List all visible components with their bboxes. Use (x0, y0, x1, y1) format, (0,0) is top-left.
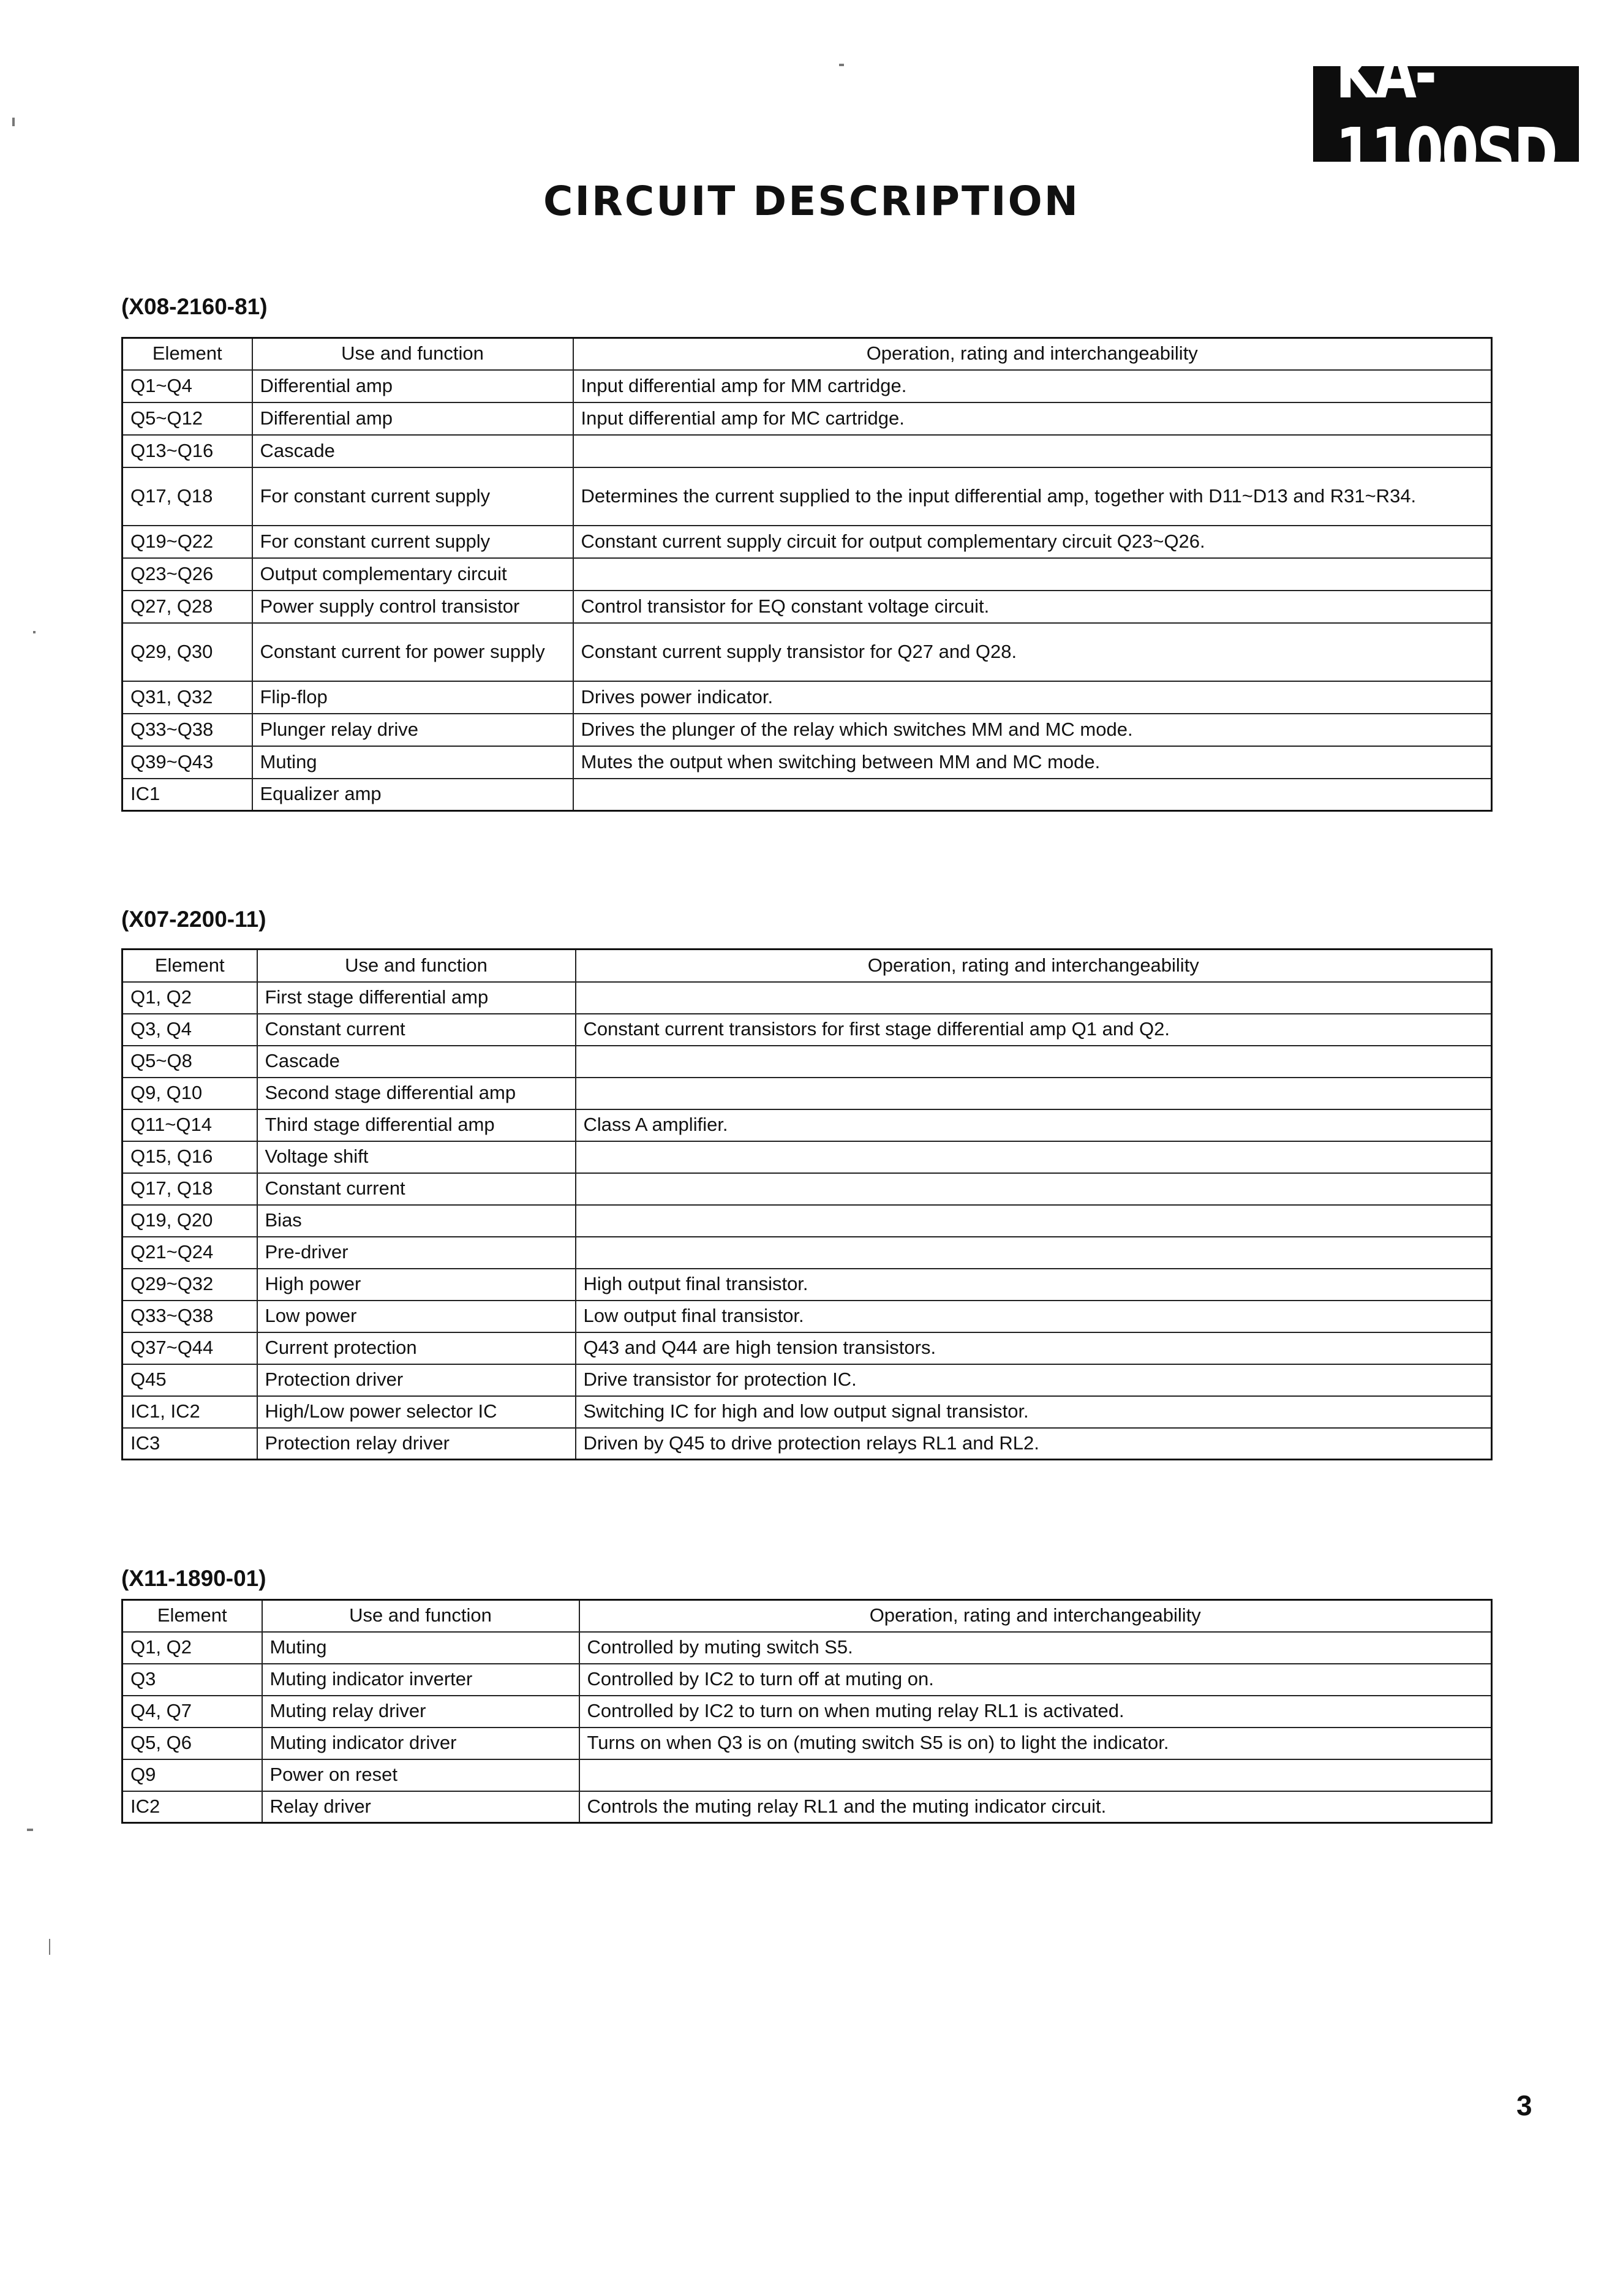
cell-operation: Controls the muting relay RL1 and the muting indicator circuit. (579, 1791, 1492, 1823)
cell-use: Equalizer amp (252, 779, 573, 811)
table-row (122, 1696, 1492, 1728)
cell-use: For constant current supply (252, 467, 573, 526)
column-header-use: Use and function (257, 950, 576, 982)
cell-element: Q1, Q2 (122, 1632, 262, 1664)
column-header-use: Use and function (252, 338, 573, 370)
cell-element: Q21~Q24 (122, 1237, 257, 1269)
cell-operation (576, 982, 1492, 1014)
scan-artifact (839, 64, 844, 66)
cell-use: Cascade (252, 435, 573, 467)
cell-element: Q29~Q32 (122, 1269, 257, 1301)
table-row (122, 402, 1492, 435)
cell-operation: Class A amplifier. (576, 1109, 1492, 1141)
cell-use: Constant current (257, 1014, 576, 1046)
cell-operation (576, 1141, 1492, 1173)
cell-use: Protection relay driver (257, 1428, 576, 1460)
column-header-element: Element (122, 1600, 262, 1632)
spec-table-x08 (121, 337, 1493, 812)
cell-operation: Mutes the output when switching between MM and MC mode. (573, 746, 1492, 779)
model-name: KA-1100SD (1336, 34, 1556, 194)
cell-operation (579, 1759, 1492, 1791)
cell-element: Q9, Q10 (122, 1078, 257, 1109)
cell-use: Muting relay driver (262, 1696, 579, 1728)
cell-operation: Constant current transistors for first stage differential amp Q1 and Q2. (576, 1014, 1492, 1046)
cell-element: IC2 (122, 1791, 262, 1823)
cell-element: Q31, Q32 (122, 681, 252, 714)
section-title-x11: (X11-1890-01) (121, 1566, 266, 1591)
cell-use: Plunger relay drive (252, 714, 573, 746)
cell-element: IC1, IC2 (122, 1396, 257, 1428)
cell-operation: Drives the plunger of the relay which switches MM and MC mode. (573, 714, 1492, 746)
cell-use: Constant current for power supply (252, 623, 573, 681)
cell-use: Third stage differential amp (257, 1109, 576, 1141)
scan-artifact (33, 631, 36, 633)
table-row (122, 591, 1492, 623)
cell-use: Flip-flop (252, 681, 573, 714)
cell-operation (576, 1173, 1492, 1205)
table-row (122, 467, 1492, 526)
scan-artifact (12, 118, 15, 126)
table-row (122, 1759, 1492, 1791)
cell-element: Q3, Q4 (122, 1014, 257, 1046)
cell-use: Current protection (257, 1332, 576, 1364)
table-row (122, 1428, 1492, 1460)
table-row (122, 1078, 1492, 1109)
page-number: 3 (1516, 2090, 1532, 2121)
cell-element: Q17, Q18 (122, 1173, 257, 1205)
table-row (122, 623, 1492, 681)
cell-element: Q33~Q38 (122, 714, 252, 746)
cell-element: Q13~Q16 (122, 435, 252, 467)
cell-operation: Low output final transistor. (576, 1301, 1492, 1332)
section-title-x07: (X07-2200-11) (121, 907, 266, 932)
cell-element: Q27, Q28 (122, 591, 252, 623)
cell-element: Q39~Q43 (122, 746, 252, 779)
column-header-element: Element (122, 338, 252, 370)
table-row (122, 1632, 1492, 1664)
cell-element: Q29, Q30 (122, 623, 252, 681)
cell-element: Q5~Q8 (122, 1046, 257, 1078)
column-header-element: Element (122, 950, 257, 982)
table-row (122, 1205, 1492, 1237)
cell-element: Q1~Q4 (122, 370, 252, 402)
cell-operation: Drive transistor for protection IC. (576, 1364, 1492, 1396)
cell-use: High/Low power selector IC (257, 1396, 576, 1428)
cell-element: IC1 (122, 779, 252, 811)
cell-use: Cascade (257, 1046, 576, 1078)
table-row (122, 558, 1492, 591)
cell-operation: Driven by Q45 to drive protection relays RL1 and RL2. (576, 1428, 1492, 1460)
cell-element: Q11~Q14 (122, 1109, 257, 1141)
cell-operation: Control transistor for EQ constant voltage circuit. (573, 591, 1492, 623)
cell-operation: High output final transistor. (576, 1269, 1492, 1301)
scan-artifact (49, 1939, 50, 1955)
table-header-row (122, 1600, 1492, 1632)
cell-use: First stage differential amp (257, 982, 576, 1014)
cell-element: IC3 (122, 1428, 257, 1460)
table-header-row (122, 950, 1492, 982)
cell-use: Voltage shift (257, 1141, 576, 1173)
cell-operation (573, 435, 1492, 467)
cell-use: Pre-driver (257, 1237, 576, 1269)
cell-use: Constant current (257, 1173, 576, 1205)
cell-operation: Controlled by IC2 to turn off at muting on. (579, 1664, 1492, 1696)
cell-operation: Controlled by muting switch S5. (579, 1632, 1492, 1664)
cell-element: Q3 (122, 1664, 262, 1696)
table-row (122, 779, 1492, 811)
table-row (122, 1173, 1492, 1205)
table-row (122, 681, 1492, 714)
table-row (122, 1046, 1492, 1078)
table-row (122, 1396, 1492, 1428)
table-row (122, 1269, 1492, 1301)
cell-operation (573, 779, 1492, 811)
cell-use: Muting indicator driver (262, 1728, 579, 1759)
cell-use: Second stage differential amp (257, 1078, 576, 1109)
table-row (122, 982, 1492, 1014)
cell-element: Q23~Q26 (122, 558, 252, 591)
cell-element: Q17, Q18 (122, 467, 252, 526)
cell-use: Relay driver (262, 1791, 579, 1823)
cell-element: Q5, Q6 (122, 1728, 262, 1759)
table-row (122, 526, 1492, 558)
cell-element: Q4, Q7 (122, 1696, 262, 1728)
table-row (122, 1791, 1492, 1823)
cell-use: Muting indicator inverter (262, 1664, 579, 1696)
cell-element: Q1, Q2 (122, 982, 257, 1014)
cell-use: Power on reset (262, 1759, 579, 1791)
cell-operation: Switching IC for high and low output signal transistor. (576, 1396, 1492, 1428)
cell-use: Differential amp (252, 370, 573, 402)
model-badge (1313, 34, 1579, 194)
table-row (122, 1237, 1492, 1269)
page-title: CIRCUIT DESCRIPTION (543, 178, 1080, 225)
cell-operation (576, 1046, 1492, 1078)
cell-use: Muting (262, 1632, 579, 1664)
table-row (122, 1332, 1492, 1364)
cell-operation: Q43 and Q44 are high tension transistors. (576, 1332, 1492, 1364)
table-row (122, 1728, 1492, 1759)
cell-operation (576, 1205, 1492, 1237)
cell-use: Output complementary circuit (252, 558, 573, 591)
cell-element: Q9 (122, 1759, 262, 1791)
column-header-operation: Operation, rating and interchangeability (579, 1600, 1492, 1632)
cell-element: Q19, Q20 (122, 1205, 257, 1237)
cell-operation: Constant current supply transistor for Q27 and Q28. (573, 623, 1492, 681)
cell-operation (576, 1237, 1492, 1269)
cell-operation: Input differential amp for MC cartridge. (573, 402, 1492, 435)
cell-use: Bias (257, 1205, 576, 1237)
spec-table-x11 (121, 1599, 1493, 1824)
cell-element: Q19~Q22 (122, 526, 252, 558)
table-row (122, 1364, 1492, 1396)
cell-operation: Drives power indicator. (573, 681, 1492, 714)
cell-operation: Turns on when Q3 is on (muting switch S5 is on) to light the indicator. (579, 1728, 1492, 1759)
column-header-operation: Operation, rating and interchangeability (573, 338, 1492, 370)
cell-use: Protection driver (257, 1364, 576, 1396)
table-row (122, 1664, 1492, 1696)
section-title-x08: (X08-2160-81) (121, 294, 268, 319)
cell-operation (576, 1078, 1492, 1109)
table-row (122, 370, 1492, 402)
table-row (122, 746, 1492, 779)
table-row (122, 714, 1492, 746)
cell-use: Differential amp (252, 402, 573, 435)
cell-use: Muting (252, 746, 573, 779)
table-row (122, 1141, 1492, 1173)
table-header-row (122, 338, 1492, 370)
table-row (122, 1109, 1492, 1141)
cell-operation: Input differential amp for MM cartridge. (573, 370, 1492, 402)
cell-use: For constant current supply (252, 526, 573, 558)
scan-artifact (27, 1829, 33, 1831)
cell-operation (573, 558, 1492, 591)
column-header-operation: Operation, rating and interchangeability (576, 950, 1492, 982)
table-row (122, 1301, 1492, 1332)
cell-operation: Determines the current supplied to the input differential amp, together with D11~D13 and R31~R34. (573, 467, 1492, 526)
table-row (122, 435, 1492, 467)
column-header-use: Use and function (262, 1600, 579, 1632)
cell-element: Q5~Q12 (122, 402, 252, 435)
cell-use: Low power (257, 1301, 576, 1332)
cell-element: Q37~Q44 (122, 1332, 257, 1364)
cell-operation: Controlled by IC2 to turn on when muting relay RL1 is activated. (579, 1696, 1492, 1728)
cell-element: Q45 (122, 1364, 257, 1396)
cell-element: Q15, Q16 (122, 1141, 257, 1173)
cell-operation: Constant current supply circuit for output complementary circuit Q23~Q26. (573, 526, 1492, 558)
cell-use: Power supply control transistor (252, 591, 573, 623)
cell-use: High power (257, 1269, 576, 1301)
spec-table-x07 (121, 948, 1493, 1460)
cell-element: Q33~Q38 (122, 1301, 257, 1332)
table-row (122, 1014, 1492, 1046)
